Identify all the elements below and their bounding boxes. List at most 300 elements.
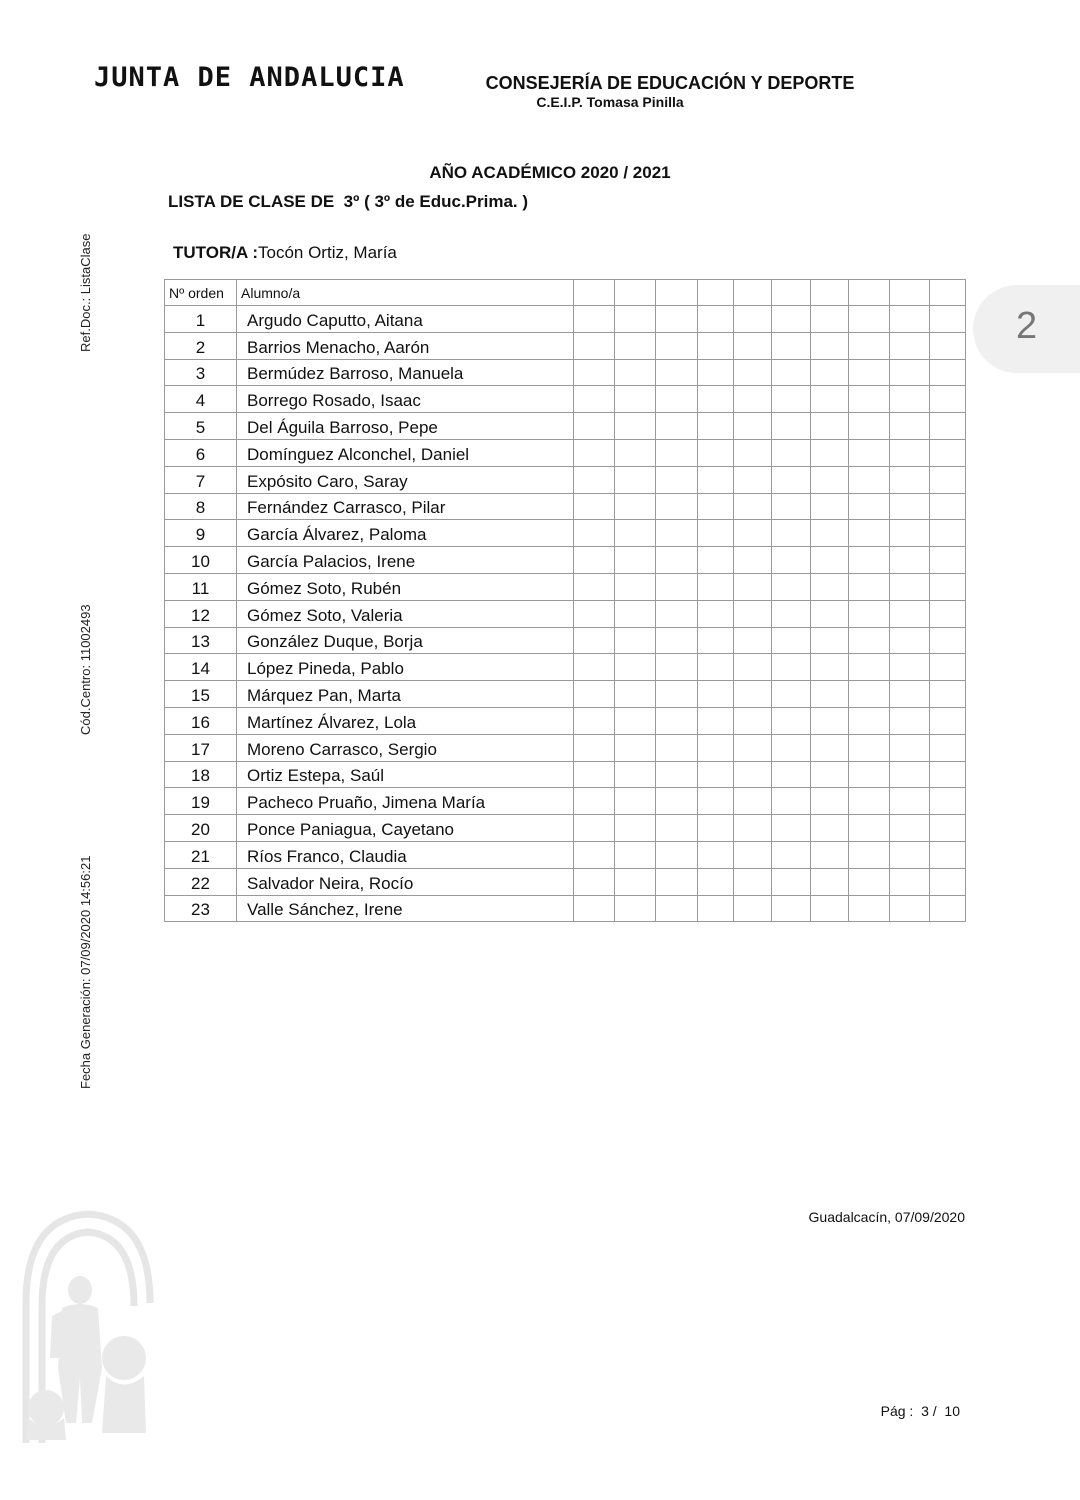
blank-cell (698, 332, 734, 359)
blank-cell (698, 466, 734, 493)
blank-cell (890, 493, 930, 520)
blank-cell (698, 573, 734, 600)
blank-cell (811, 681, 849, 708)
blank-cell (698, 654, 734, 681)
blank-cell (930, 841, 966, 868)
blank-cell (574, 466, 615, 493)
blank-cell (698, 788, 734, 815)
blank-cell (890, 707, 930, 734)
blank-cell (811, 386, 849, 413)
blank-cell (656, 761, 698, 788)
table-row (165, 868, 966, 895)
blank-cell (615, 332, 656, 359)
blank-cell (930, 707, 966, 734)
table-row (165, 520, 966, 547)
blank-cell (890, 895, 930, 922)
blank-cell (574, 547, 615, 574)
table-row (165, 359, 966, 386)
blank-cell (574, 627, 615, 654)
blank-cell (811, 306, 849, 333)
table-row (165, 439, 966, 466)
table-row (165, 386, 966, 413)
blank-cell (772, 627, 811, 654)
blank-cell (574, 815, 615, 842)
blank-cell (849, 761, 890, 788)
blank-cell (656, 306, 698, 333)
blank-cell (615, 466, 656, 493)
blank-cell (890, 681, 930, 708)
blank-cell (656, 707, 698, 734)
fecha-generacion-label: Fecha Generación: 07/09/2020 14:56:21 (78, 855, 93, 1089)
student-name: Borrego Rosado, Isaac (237, 386, 574, 413)
blank-cell (811, 868, 849, 895)
blank-cell (656, 332, 698, 359)
blank-cell (890, 627, 930, 654)
blank-cell (772, 573, 811, 600)
blank-cell (574, 868, 615, 895)
blank-cell (930, 386, 966, 413)
blank-cell (772, 600, 811, 627)
blank-cell (930, 520, 966, 547)
blank-cell (930, 547, 966, 574)
blank-cell (849, 734, 890, 761)
blank-cell (615, 600, 656, 627)
table-header-row (165, 280, 966, 306)
blank-cell (656, 627, 698, 654)
blank-cell (849, 306, 890, 333)
blank-cell (574, 493, 615, 520)
row-number: 1 (165, 306, 237, 333)
row-number: 9 (165, 520, 237, 547)
blank-cell (698, 600, 734, 627)
blank-cell (849, 841, 890, 868)
blank-cell (811, 734, 849, 761)
blank-cell (574, 439, 615, 466)
blank-cell (615, 895, 656, 922)
table-row (165, 841, 966, 868)
blank-cell (890, 439, 930, 466)
place-date: Guadalcacín, 07/09/2020 (808, 1209, 965, 1225)
blank-cell (811, 332, 849, 359)
blank-cell (574, 573, 615, 600)
blank-cell (930, 627, 966, 654)
blank-cell (698, 761, 734, 788)
col-header-name: Alumno/a (237, 280, 574, 306)
table-row (165, 788, 966, 815)
blank-cell (656, 359, 698, 386)
blank-cell (656, 466, 698, 493)
page-number: Pág : 3 / 10 (880, 1403, 960, 1419)
blank-cell (890, 573, 930, 600)
blank-cell (849, 600, 890, 627)
table-row (165, 654, 966, 681)
blank-cell (734, 359, 772, 386)
blank-cell (811, 761, 849, 788)
blank-cell (890, 306, 930, 333)
blank-cell (574, 761, 615, 788)
row-number: 14 (165, 654, 237, 681)
consejeria-title: CONSEJERÍA DE EDUCACIÓN Y DEPORTE (485, 73, 855, 93)
blank-cell (656, 600, 698, 627)
blank-cell (811, 895, 849, 922)
blank-cell (930, 761, 966, 788)
table-row (165, 466, 966, 493)
blank-cell (930, 413, 966, 440)
student-name: Valle Sánchez, Irene (237, 895, 574, 922)
blank-cell (849, 654, 890, 681)
junta-emblem-watermark (22, 1208, 154, 1443)
blank-cell (890, 466, 930, 493)
blank-cell (574, 841, 615, 868)
table-row (165, 600, 966, 627)
student-name: Domínguez Alconchel, Daniel (237, 439, 574, 466)
blank-cell (772, 439, 811, 466)
blank-cell (930, 815, 966, 842)
blank-cell (656, 413, 698, 440)
blank-cell (849, 681, 890, 708)
blank-cell (849, 493, 890, 520)
blank-cell (734, 895, 772, 922)
blank-cell (811, 654, 849, 681)
table-row (165, 734, 966, 761)
blank-cell (772, 413, 811, 440)
blank-cell (574, 332, 615, 359)
blank-cell (656, 841, 698, 868)
blank-cell (930, 573, 966, 600)
blank-cell (930, 788, 966, 815)
blank-cell (615, 734, 656, 761)
blank-cell (615, 359, 656, 386)
blank-cell (734, 815, 772, 842)
blank-cell (772, 493, 811, 520)
row-number: 11 (165, 573, 237, 600)
blank-cell (698, 386, 734, 413)
tutor-label: TUTOR/A : (173, 243, 258, 262)
blank-cell (656, 654, 698, 681)
blank-cell (849, 413, 890, 440)
student-name: García Álvarez, Paloma (237, 520, 574, 547)
blank-cell (811, 788, 849, 815)
student-name: González Duque, Borja (237, 627, 574, 654)
blank-cell (698, 734, 734, 761)
table-row (165, 761, 966, 788)
blank-cell (811, 413, 849, 440)
table-row (165, 895, 966, 922)
row-number: 2 (165, 332, 237, 359)
student-name: Ponce Paniagua, Cayetano (237, 815, 574, 842)
blank-cell (930, 439, 966, 466)
blank-cell (849, 788, 890, 815)
blank-cell (734, 413, 772, 440)
blank-cell (890, 359, 930, 386)
blank-cell (656, 439, 698, 466)
blank-cell (930, 493, 966, 520)
blank-cell (734, 520, 772, 547)
blank-cell (574, 413, 615, 440)
tutor-name: Tocón Ortiz, María (258, 243, 397, 262)
blank-cell (698, 413, 734, 440)
row-number: 10 (165, 547, 237, 574)
blank-cell (772, 332, 811, 359)
blank-cell (615, 707, 656, 734)
blank-cell (734, 600, 772, 627)
blank-cell (698, 681, 734, 708)
row-number: 13 (165, 627, 237, 654)
blank-cell (890, 654, 930, 681)
blank-cell (930, 895, 966, 922)
row-number: 18 (165, 761, 237, 788)
blank-cell (890, 600, 930, 627)
blank-cell (615, 520, 656, 547)
blank-cell (890, 734, 930, 761)
blank-cell (615, 627, 656, 654)
blank-cell (615, 439, 656, 466)
blank-cell (772, 788, 811, 815)
row-number: 4 (165, 386, 237, 413)
blank-cell (734, 841, 772, 868)
student-name: Pacheco Pruaño, Jimena María (237, 788, 574, 815)
blank-cell (811, 439, 849, 466)
blank-cell (574, 895, 615, 922)
row-number: 7 (165, 466, 237, 493)
blank-cell (574, 359, 615, 386)
row-number: 15 (165, 681, 237, 708)
table-row (165, 627, 966, 654)
blank-cell (615, 413, 656, 440)
blank-cell (734, 761, 772, 788)
blank-cell (772, 707, 811, 734)
blank-cell (698, 306, 734, 333)
student-name: Moreno Carrasco, Sergio (237, 734, 574, 761)
row-number: 6 (165, 439, 237, 466)
blank-cell (890, 386, 930, 413)
student-name: López Pineda, Pablo (237, 654, 574, 681)
blank-cell (772, 547, 811, 574)
blank-cell (734, 654, 772, 681)
blank-cell (734, 306, 772, 333)
blank-cell (849, 895, 890, 922)
blank-cell (698, 547, 734, 574)
blank-cell (890, 547, 930, 574)
blank-cell (849, 547, 890, 574)
blank-cell (930, 868, 966, 895)
junta-logo-text: JUNTA DE ANDALUCIA (94, 62, 405, 93)
student-name: Ortiz Estepa, Saúl (237, 761, 574, 788)
blank-cell (930, 654, 966, 681)
blank-cell (811, 627, 849, 654)
blank-cell (772, 306, 811, 333)
blank-cell (849, 627, 890, 654)
blank-cell (656, 788, 698, 815)
blank-cell (811, 520, 849, 547)
table-row (165, 547, 966, 574)
blank-cell (574, 654, 615, 681)
student-name: Argudo Caputto, Aitana (237, 306, 574, 333)
blank-cell (772, 681, 811, 708)
row-number: 19 (165, 788, 237, 815)
blank-cell (849, 573, 890, 600)
blank-cell (734, 573, 772, 600)
blank-cell (930, 600, 966, 627)
blank-cell (734, 734, 772, 761)
blank-cell (849, 332, 890, 359)
blank-cell (849, 386, 890, 413)
col-header-num: Nº orden (165, 280, 237, 306)
blank-cell (849, 359, 890, 386)
blank-cell (772, 654, 811, 681)
blank-cell (930, 466, 966, 493)
blank-cell (698, 868, 734, 895)
blank-cell (890, 788, 930, 815)
blank-cell (656, 547, 698, 574)
student-name: Gómez Soto, Valeria (237, 600, 574, 627)
blank-cell (698, 520, 734, 547)
blank-cell (734, 439, 772, 466)
blank-cell (811, 466, 849, 493)
blank-cell (615, 306, 656, 333)
blank-cell (811, 359, 849, 386)
blank-cell (615, 868, 656, 895)
centro-name: C.E.I.P. Tomasa Pinilla (536, 94, 684, 110)
row-number: 12 (165, 600, 237, 627)
blank-cell (574, 386, 615, 413)
student-name: García Palacios, Irene (237, 547, 574, 574)
blank-cell (615, 681, 656, 708)
blank-cell (930, 681, 966, 708)
blank-cell (574, 734, 615, 761)
row-number: 20 (165, 815, 237, 842)
student-name: Barrios Menacho, Aarón (237, 332, 574, 359)
blank-cell (772, 386, 811, 413)
blank-cell (734, 868, 772, 895)
blank-cell (574, 600, 615, 627)
blank-cell (615, 493, 656, 520)
blank-cell (890, 332, 930, 359)
blank-cell (698, 359, 734, 386)
blank-cell (811, 547, 849, 574)
blank-cell (574, 681, 615, 708)
table-row (165, 815, 966, 842)
blank-cell (698, 815, 734, 842)
student-name: Bermúdez Barroso, Manuela (237, 359, 574, 386)
blank-cell (574, 788, 615, 815)
class-roster-table (164, 279, 966, 922)
blank-cell (734, 466, 772, 493)
blank-cell (656, 681, 698, 708)
blank-cell (890, 815, 930, 842)
blank-cell (656, 493, 698, 520)
blank-cell (772, 868, 811, 895)
blank-cell (615, 386, 656, 413)
blank-cell (930, 359, 966, 386)
blank-cell (811, 573, 849, 600)
blank-cell (849, 520, 890, 547)
row-number: 23 (165, 895, 237, 922)
blank-cell (930, 332, 966, 359)
blank-cell (734, 788, 772, 815)
student-name: Del Águila Barroso, Pepe (237, 413, 574, 440)
blank-cell (615, 547, 656, 574)
ref-doc-label: Ref.Doc.: ListaClase (78, 233, 93, 352)
blank-cell (698, 439, 734, 466)
blank-cell (734, 493, 772, 520)
row-number: 5 (165, 413, 237, 440)
blank-cell (656, 520, 698, 547)
table-row (165, 332, 966, 359)
row-number: 17 (165, 734, 237, 761)
blank-cell (734, 681, 772, 708)
blank-cell (772, 841, 811, 868)
blank-cell (811, 841, 849, 868)
blank-cell (615, 761, 656, 788)
blank-cell (930, 306, 966, 333)
blank-cell (772, 466, 811, 493)
table-row (165, 681, 966, 708)
blank-cell (698, 627, 734, 654)
blank-cell (615, 841, 656, 868)
blank-cell (615, 788, 656, 815)
blank-cell (890, 761, 930, 788)
blank-cell (656, 734, 698, 761)
blank-cell (849, 707, 890, 734)
blank-cell (772, 895, 811, 922)
student-name: Ríos Franco, Claudia (237, 841, 574, 868)
blank-cell (698, 895, 734, 922)
blank-cell (772, 359, 811, 386)
blank-cell (772, 761, 811, 788)
blank-cell (698, 707, 734, 734)
student-name: Martínez Álvarez, Lola (237, 707, 574, 734)
blank-cell (734, 386, 772, 413)
blank-cell (890, 841, 930, 868)
tutor-line (173, 243, 397, 263)
blank-cell (574, 707, 615, 734)
table-row (165, 413, 966, 440)
badge-number: 2 (1016, 305, 1038, 347)
blank-cell (698, 841, 734, 868)
row-number: 3 (165, 359, 237, 386)
academic-year-title: AÑO ACADÉMICO 2020 / 2021 (429, 163, 671, 182)
blank-cell (656, 573, 698, 600)
page-section-badge (973, 285, 1080, 373)
blank-cell (849, 439, 890, 466)
blank-cell (656, 386, 698, 413)
row-number: 21 (165, 841, 237, 868)
blank-cell (734, 547, 772, 574)
blank-cell (890, 413, 930, 440)
blank-cell (890, 868, 930, 895)
blank-cell (811, 707, 849, 734)
row-number: 22 (165, 868, 237, 895)
blank-cell (930, 734, 966, 761)
student-name: Márquez Pan, Marta (237, 681, 574, 708)
student-name: Gómez Soto, Rubén (237, 573, 574, 600)
blank-cell (772, 815, 811, 842)
table-row (165, 306, 966, 333)
student-name: Expósito Caro, Saray (237, 466, 574, 493)
blank-cell (656, 868, 698, 895)
cod-centro-label: Cód.Centro: 11002493 (78, 604, 93, 735)
blank-cell (574, 306, 615, 333)
blank-cell (849, 868, 890, 895)
blank-cell (656, 895, 698, 922)
blank-cell (772, 520, 811, 547)
blank-cell (656, 815, 698, 842)
student-name: Salvador Neira, Rocío (237, 868, 574, 895)
row-number: 8 (165, 493, 237, 520)
blank-cell (734, 707, 772, 734)
table-row (165, 493, 966, 520)
